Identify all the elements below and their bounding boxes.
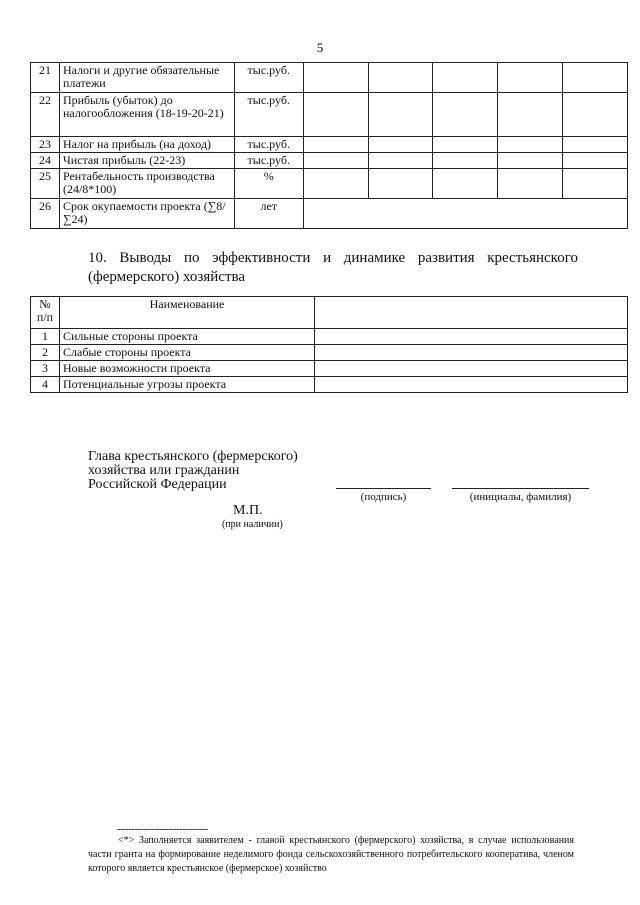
value-cell <box>563 137 628 153</box>
value-cell <box>315 345 628 361</box>
table-row <box>31 63 628 93</box>
row-name: Слабые стороны проекта <box>60 345 315 361</box>
table-row <box>31 93 628 137</box>
signatory-title <box>88 450 298 492</box>
value-cell <box>498 169 563 199</box>
row-name: Потенциальные угрозы проекта <box>60 377 315 393</box>
name-line <box>452 488 589 489</box>
table-row <box>31 377 628 393</box>
row-number: 24 <box>31 153 60 169</box>
footnote-separator: -------------------------------- <box>117 824 208 835</box>
value-cell <box>433 137 498 153</box>
header-number: № п/п <box>31 297 60 329</box>
value-cell <box>563 169 628 199</box>
value-cell <box>303 169 368 199</box>
value-cell <box>303 63 368 93</box>
row-name: Срок окупаемости проекта (∑8/∑24) <box>59 199 234 229</box>
indicators-table <box>30 62 628 229</box>
row-number: 4 <box>31 377 60 393</box>
value-cell <box>498 153 563 169</box>
value-cell <box>498 63 563 93</box>
footnote <box>88 834 574 876</box>
row-unit: тыс.руб. <box>234 63 303 93</box>
row-unit: тыс.руб. <box>234 137 303 153</box>
value-cell <box>303 153 368 169</box>
table-row <box>31 137 628 153</box>
row-number: 1 <box>31 329 60 345</box>
signatory-line: Российской Федерации <box>88 477 227 492</box>
page-number: 5 <box>316 40 324 55</box>
section-title: 10. Выводы по эффективности и динамике развития крестьянского (фермерского) хозяйства <box>88 250 578 285</box>
row-number: 25 <box>31 169 60 199</box>
row-number: 26 <box>31 199 60 229</box>
value-cell <box>315 329 628 345</box>
row-number: 23 <box>31 137 60 153</box>
row-unit: тыс.руб. <box>234 93 303 137</box>
table-row <box>31 153 628 169</box>
row-number: 3 <box>31 361 60 377</box>
row-unit: % <box>234 169 303 199</box>
table-row <box>31 361 628 377</box>
value-cell <box>563 63 628 93</box>
row-name: Новые возможности проекта <box>60 361 315 377</box>
row-name: Прибыль (убыток) до налогообложения (18-19-20-21) <box>59 93 234 137</box>
row-name: Чистая прибыль (22-23) <box>59 153 234 169</box>
value-cell <box>315 377 628 393</box>
value-cell <box>433 93 498 137</box>
table-row <box>31 169 628 199</box>
stamp-label: М.П. <box>233 503 263 518</box>
value-cell <box>498 137 563 153</box>
value-cell <box>368 137 433 153</box>
value-cell <box>315 361 628 377</box>
value-cell <box>303 137 368 153</box>
row-name: Сильные стороны проекта <box>60 329 315 345</box>
value-cell <box>563 93 628 137</box>
value-cell <box>303 199 627 229</box>
stamp-note: (при наличии) <box>222 519 283 530</box>
footnote-text: <*> Заполняется заявителем - главой крестьянского (фермерского) хозяйства, в случае использования части гранта на формирование неделимого фонда сельскохозяйственного потребительского кооператива, членом которого является крестьянское (фермерское) хозяйство <box>88 835 574 874</box>
table-row <box>31 345 628 361</box>
row-unit: тыс.руб. <box>234 153 303 169</box>
value-cell <box>315 297 628 329</box>
value-cell <box>368 93 433 137</box>
header-name: Наименование <box>60 297 315 329</box>
value-cell <box>433 153 498 169</box>
value-cell <box>563 153 628 169</box>
row-name: Налог на прибыль (на доход) <box>59 137 234 153</box>
row-unit: лет <box>234 199 303 229</box>
value-cell <box>433 63 498 93</box>
signatory-line: Глава крестьянского (фермерского) <box>88 449 298 464</box>
table-row <box>31 329 628 345</box>
value-cell <box>433 169 498 199</box>
value-cell <box>303 93 368 137</box>
row-number: 22 <box>31 93 60 137</box>
table-row <box>31 199 628 229</box>
value-cell <box>368 63 433 93</box>
conclusions-table <box>30 296 628 393</box>
table-header-row <box>31 297 628 329</box>
value-cell <box>368 153 433 169</box>
signature-caption: (подпись) <box>360 491 407 503</box>
name-caption: (инициалы, фамилия) <box>469 491 572 503</box>
value-cell <box>498 93 563 137</box>
row-number: 2 <box>31 345 60 361</box>
value-cell <box>368 169 433 199</box>
row-name: Рентабельность производства (24/8*100) <box>59 169 234 199</box>
signatory-line: хозяйства или гражданин <box>88 463 240 478</box>
row-number: 21 <box>31 63 60 93</box>
signature-line <box>336 488 431 489</box>
row-name: Налоги и другие обязательные платежи <box>59 63 234 93</box>
